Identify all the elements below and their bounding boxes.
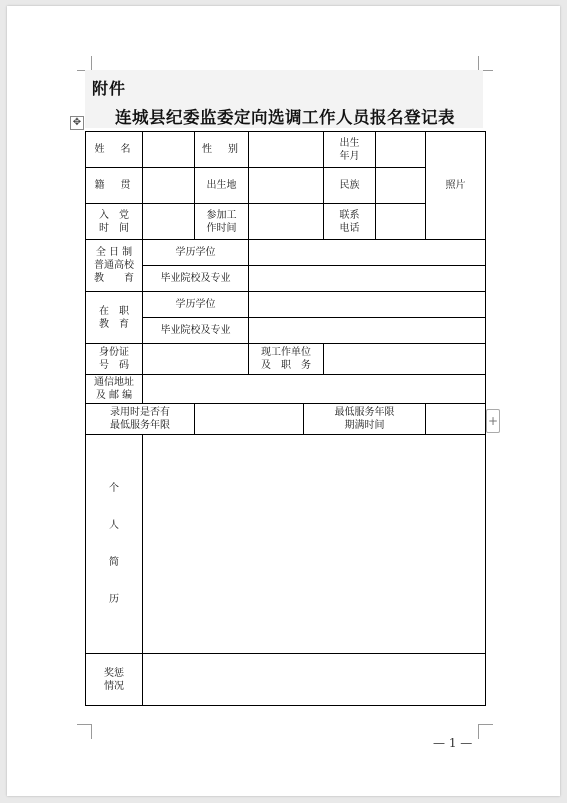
label-id-number: 身份证 号 码 xyxy=(86,344,143,375)
page-number: — 1 — xyxy=(433,736,473,750)
label-gender: 性 别 xyxy=(195,132,249,168)
photo-box[interactable]: 照片 xyxy=(426,132,486,240)
input-contact-phone[interactable] xyxy=(376,204,426,240)
label-school-major: 毕业院校及专业 xyxy=(143,266,249,292)
input-min-service[interactable] xyxy=(195,404,304,435)
label-min-service-expire: 最低服务年限 期满时间 xyxy=(304,404,426,435)
input-min-service-expire[interactable] xyxy=(426,404,486,435)
table-move-handle-icon[interactable]: ✥ xyxy=(70,116,84,130)
input-fulltime-school[interactable] xyxy=(249,266,486,292)
label-birthplace: 出生地 xyxy=(195,168,249,204)
input-ethnicity[interactable] xyxy=(376,168,426,204)
label-contact-phone: 联系 电话 xyxy=(324,204,376,240)
margin-corner-mark xyxy=(478,56,493,71)
label-inservice-edu: 在 职 教 育 xyxy=(86,292,143,344)
label-name: 姓 名 xyxy=(86,132,143,168)
input-work-start[interactable] xyxy=(249,204,324,240)
label-native-place: 籍 贯 xyxy=(86,168,143,204)
input-awards[interactable] xyxy=(143,654,486,706)
label-degree: 学历学位 xyxy=(143,240,249,266)
label-ethnicity: 民族 xyxy=(324,168,376,204)
label-birth-date: 出生 年月 xyxy=(324,132,376,168)
label-min-service: 录用时是否有 最低服务年限 xyxy=(86,404,195,435)
margin-corner-mark xyxy=(77,724,92,739)
input-birthplace[interactable] xyxy=(249,168,324,204)
input-birth-date[interactable] xyxy=(376,132,426,168)
input-id-number[interactable] xyxy=(143,344,249,375)
label-fulltime-edu: 全 日 制 普通高校 教 育 xyxy=(86,240,143,292)
input-native-place[interactable] xyxy=(143,168,195,204)
attachment-label: 附件 xyxy=(92,79,127,98)
input-resume[interactable] xyxy=(143,435,486,654)
input-gender[interactable] xyxy=(249,132,324,168)
input-inservice-school[interactable] xyxy=(249,318,486,344)
input-party-join[interactable] xyxy=(143,204,195,240)
input-inservice-degree[interactable] xyxy=(249,292,486,318)
input-current-unit[interactable] xyxy=(324,344,486,375)
label-degree: 学历学位 xyxy=(143,292,249,318)
input-name[interactable] xyxy=(143,132,195,168)
label-current-unit: 现工作单位 及 职 务 xyxy=(249,344,324,375)
registration-table xyxy=(85,131,486,706)
margin-corner-mark xyxy=(478,724,493,739)
label-work-start: 参加工 作时间 xyxy=(195,204,249,240)
page-title: 连城县纪委监委定向选调工作人员报名登记表 xyxy=(115,108,455,127)
label-school-major: 毕业院校及专业 xyxy=(143,318,249,344)
margin-corner-mark xyxy=(77,56,92,71)
label-address: 通信地址 及 邮 编 xyxy=(86,375,143,404)
input-fulltime-degree[interactable] xyxy=(249,240,486,266)
label-resume: 个 人 简 历 xyxy=(86,435,143,654)
label-awards: 奖惩 情况 xyxy=(86,654,143,706)
input-address[interactable] xyxy=(143,375,486,404)
add-column-button[interactable]: + xyxy=(486,409,500,433)
label-party-join: 入 党 时 间 xyxy=(86,204,143,240)
